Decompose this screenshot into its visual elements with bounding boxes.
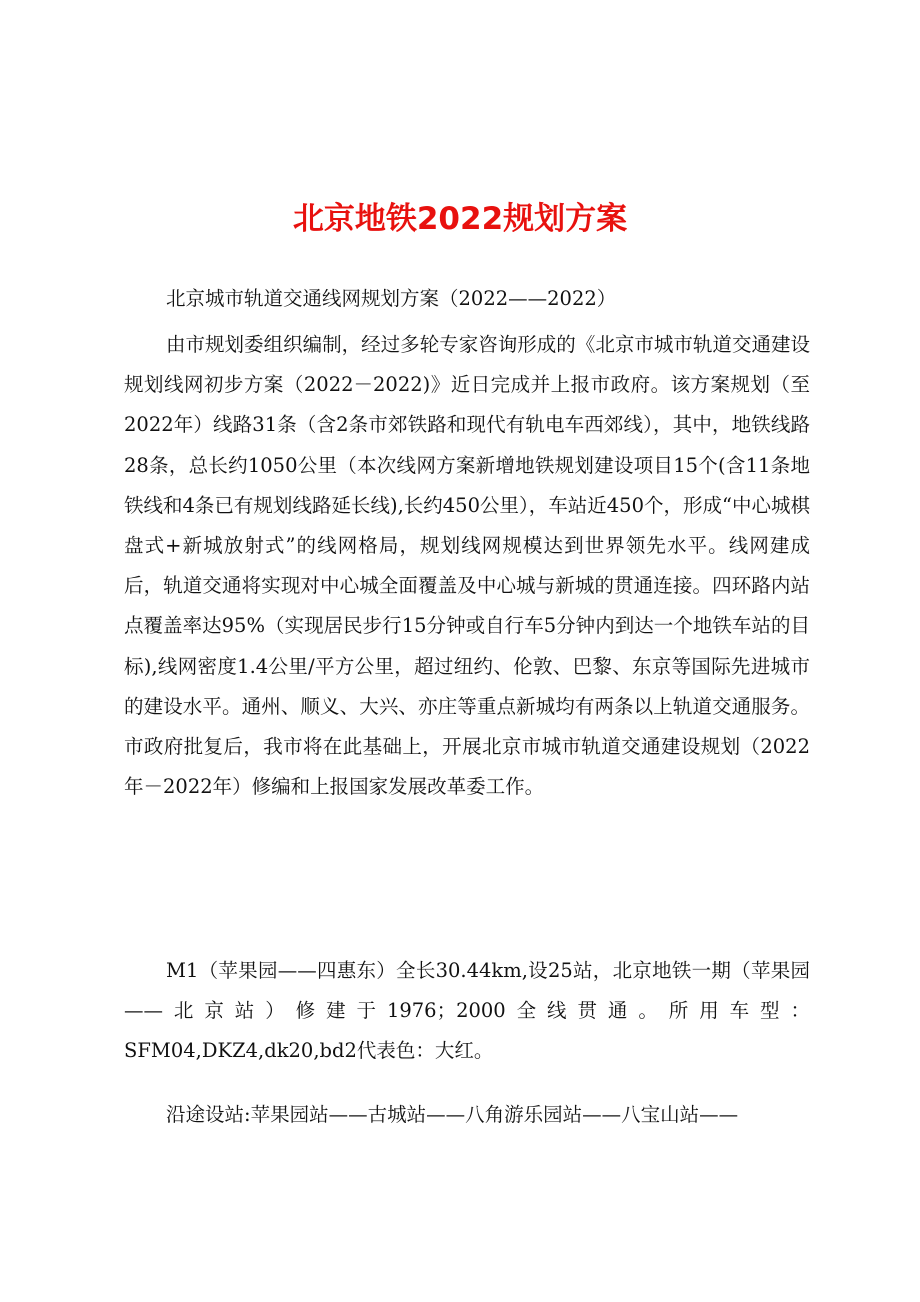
paragraph-stations: 沿途设站:苹果园站——古城站——八角游乐园站——八宝山站——: [166, 1103, 739, 1126]
paragraph-line-m1: M1（苹果园——四惠东）全长30.44km,设25站，北京地铁一期（苹果园——北京站）修建于1976；2000全线贯通。所用车型：SFM04,DKZ4,dk20,bd2代表色：大红。: [124, 959, 810, 1063]
document-title: 北京地铁2022规划方案: [292, 201, 628, 237]
document-subtitle: 北京城市轨道交通线网规划方案（2022——2022）: [166, 287, 617, 310]
paragraph-plan-overview: 由市规划委组织编制，经过多轮专家咨询形成的《北京市城市轨道交通建设规划线网初步方案（2022－2022)》近日完成并上报市政府。该方案规划（至2022年）线路31条（含2条市郊铁路和现代有轨电车西郊线），其中，地铁线路28条，总长约1050公里（本次线网方案新增地铁规划建设项目15个(含11条地铁线和4条已有规划线路延长线),长约450公里），车站近450个，形成“中心城棋盘式+新城放射式”的线网格局，规划线网规模达到世界领先水平。线网建成后，轨道交通将实现对中心城全面覆盖及中心城与新城的贯通连接。四环路内站点覆盖率达95%（实现居民步行15分钟或自行车5分钟内到达一个地铁车站的目标),线网密度1.4公里/平方公里，超过纽约、伦敦、巴黎、东京等国际先进城市的建设水平。通州、顺义、大兴、亦庄等重点新城均有两条以上轨道交通服务。市政府批复后，我市将在此基础上，开展北京市城市轨道交通建设规划（2022年－2022年）修编和上报国家发展改革委工作。: [124, 333, 810, 799]
